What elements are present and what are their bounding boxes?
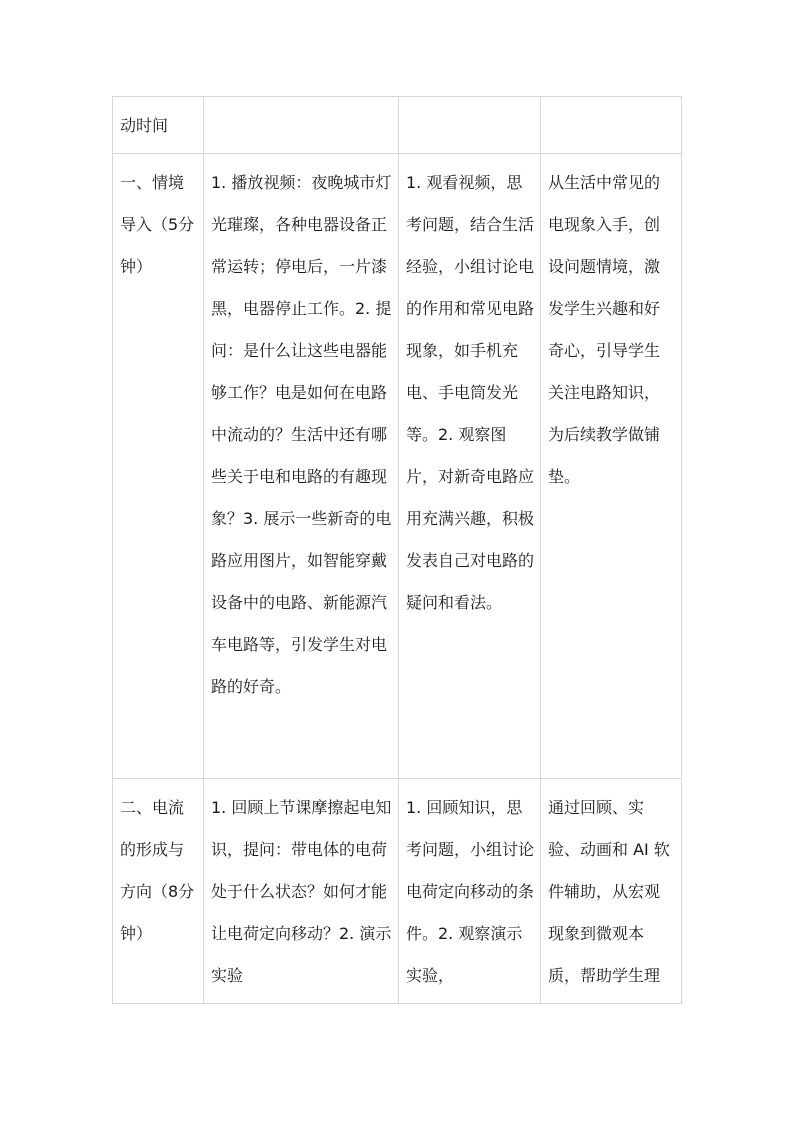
teacher-activity-cell (204, 97, 399, 154)
design-intent-cell: 通过回顾、实验、动画和 AI 软件辅助，从宏观现象到微观本质，帮助学生理 (541, 779, 682, 1004)
stage-cell: 动时间 (113, 97, 204, 154)
table-row (113, 97, 682, 154)
table-row (113, 154, 682, 779)
design-intent-cell: 从生活中常见的电现象入手，创设问题情境，激发学生兴趣和好奇心，引导学生关注电路知识，为后续教学做铺垫。 (541, 154, 682, 779)
student-activity-cell (399, 97, 541, 154)
teacher-activity-cell: 1. 播放视频：夜晚城市灯光璀璨，各种电器设备正常运转；停电后，一片漆黑，电器停止工作。2. 提问：是什么让这些电器能够工作？电是如何在电路中流动的？生活中还有哪些关于电和电路的有趣现象？3. 展示一些新奇的电路应用图片，如智能穿戴设备中的电路、新能源汽车电路等，引发学生对电路的好奇。 (204, 154, 399, 779)
table-row (113, 779, 682, 1004)
student-activity-cell: 1. 观看视频，思考问题，结合生活经验，小组讨论电的作用和常见电路现象，如手机充电、手电筒发光等。2. 观察图片，对新奇电路应用充满兴趣，积极发表自己对电路的疑问和看法。 (399, 154, 541, 779)
stage-cell: 一、情境导入（5分钟） (113, 154, 204, 779)
stage-cell: 二、电流的形成与方向（8分钟） (113, 779, 204, 1004)
lesson-plan-table (112, 96, 682, 1004)
teacher-activity-cell: 1. 回顾上节课摩擦起电知识，提问：带电体的电荷处于什么状态？如何才能让电荷定向移动？2. 演示实验 (204, 779, 399, 1004)
design-intent-cell (541, 97, 682, 154)
student-activity-cell: 1. 回顾知识，思考问题，小组讨论电荷定向移动的条件。2. 观察演示实验， (399, 779, 541, 1004)
